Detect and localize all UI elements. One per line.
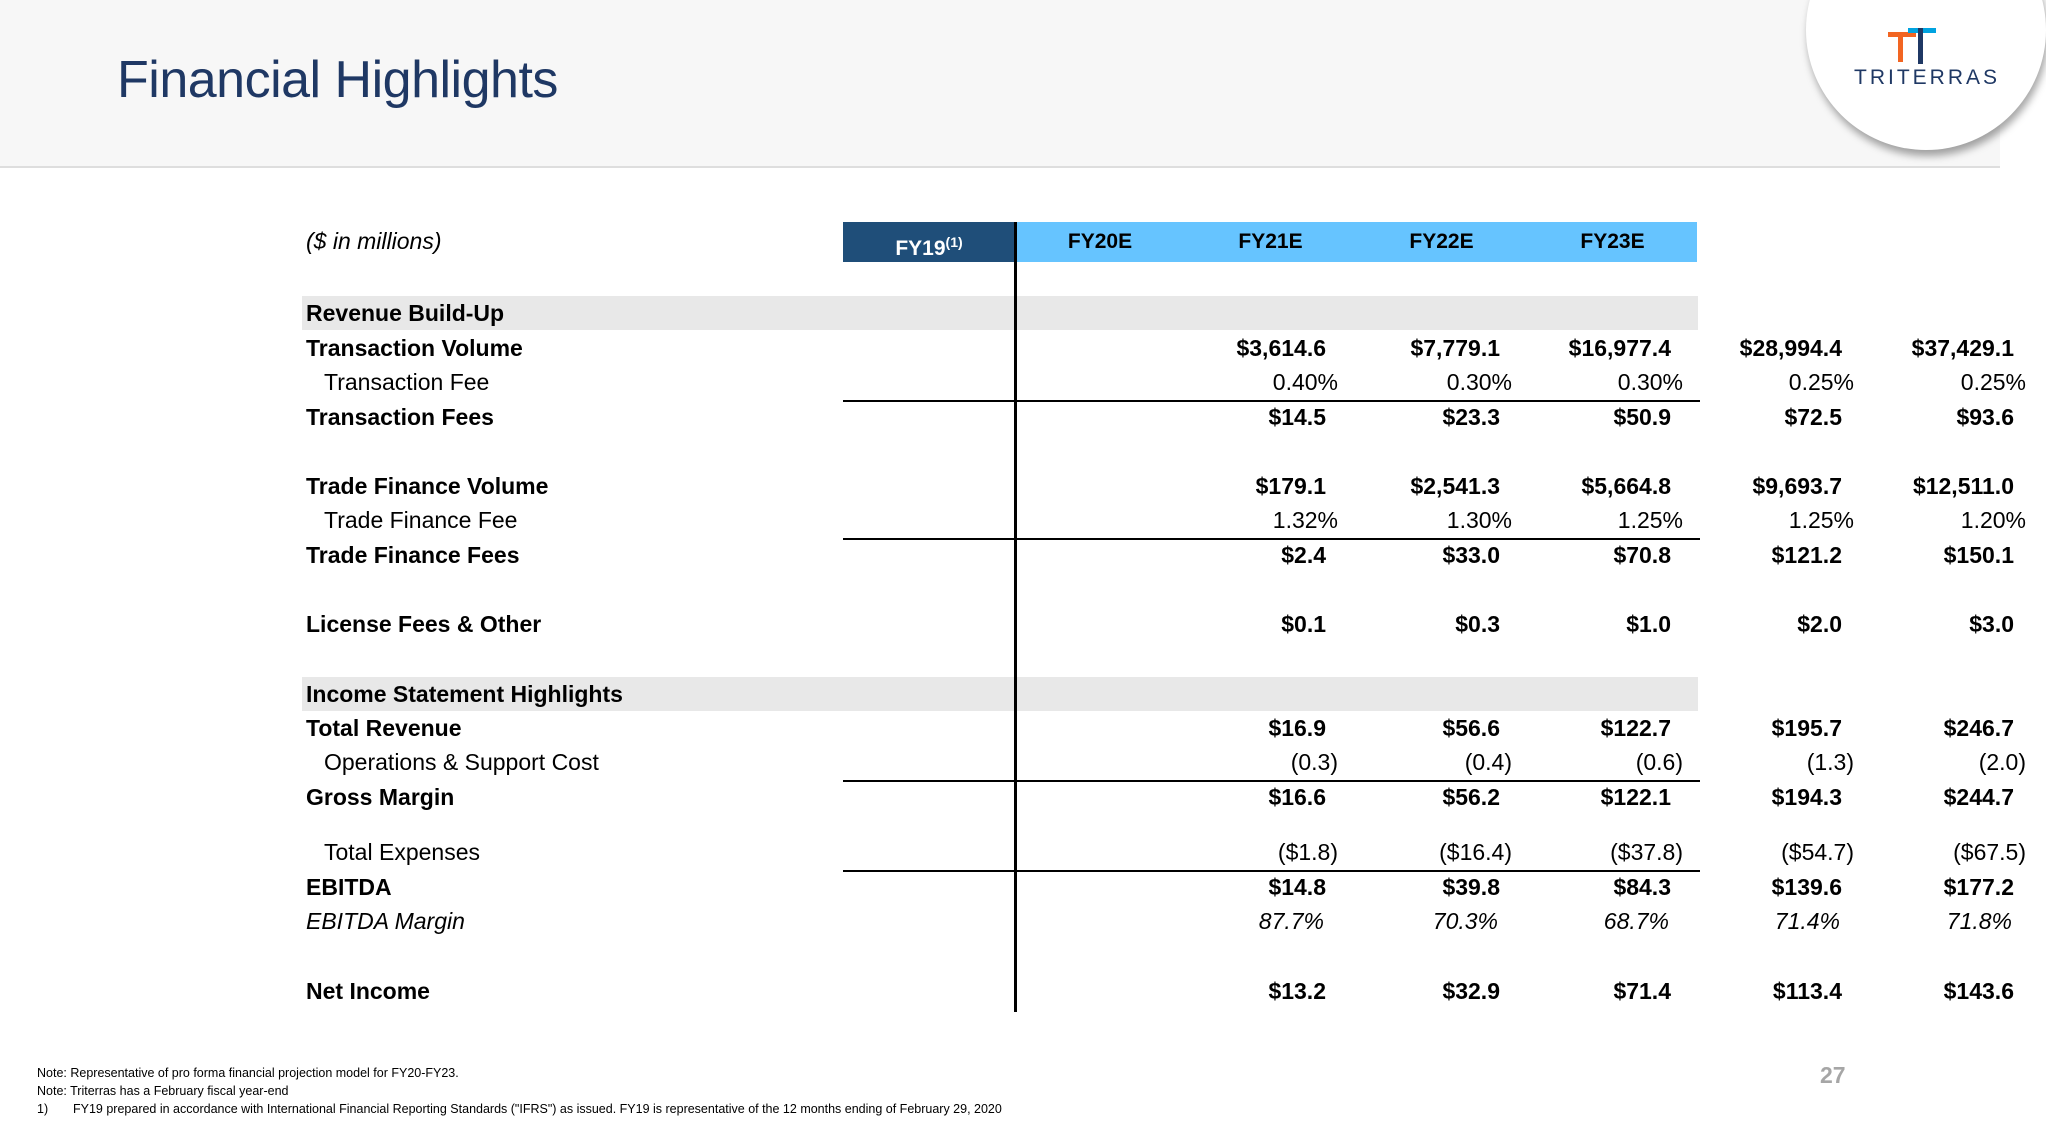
table-row: Total Expenses ($1.8) ($16.4) ($37.8) ($54.7) ($67.5) bbox=[324, 839, 2026, 865]
footnote-line: 1) FY19 prepared in accordance with International Financial Reporting Standards ("IFRS") as issued. FY19 is representative of the 12 months ending of February 29, 2020 bbox=[37, 1102, 1002, 1116]
column-header-fy19: FY19$^{(1)}$ bbox=[843, 222, 1015, 262]
table-row: EBITDA $14.8 $39.8 $84.3 $139.6 $177.2 bbox=[306, 874, 2014, 900]
table-row: EBITDA Margin 87.7% 70.3% 68.7% 71.4% 71.8% bbox=[306, 908, 2012, 934]
triterras-logo-icon bbox=[1888, 28, 1936, 64]
table-row: Transaction Fee 0.40% 0.30% 0.30% 0.25% 0.25% bbox=[324, 369, 2026, 395]
table-row: Trade Finance Fee 1.32% 1.30% 1.25% 1.25% 1.20% bbox=[324, 507, 2026, 533]
financial-highlights-table bbox=[300, 220, 2026, 1020]
table-row: Operations & Support Cost (0.3) (0.4) (0.6) (1.3) (2.0) bbox=[324, 749, 2026, 775]
table-row: Net Income $13.2 $32.9 $71.4 $113.4 $143.6 bbox=[306, 978, 2014, 1004]
section-header: Revenue Build-Up bbox=[306, 300, 505, 326]
column-header-fy21e: FY21E bbox=[1238, 230, 1303, 253]
fy19-divider-line bbox=[1014, 222, 1017, 1012]
column-header-fy22e: FY22E bbox=[1409, 230, 1474, 253]
table-row: Total Revenue $16.9 $56.6 $122.7 $195.7 $246.7 bbox=[306, 715, 2014, 741]
footnotes bbox=[37, 1064, 1002, 1118]
units-label: ($ in millions) bbox=[306, 228, 442, 254]
table-row: License Fees & Other $0.1 $0.3 $1.0 $2.0 $3.0 bbox=[306, 611, 2014, 637]
column-header-fy20e: FY20E bbox=[1067, 230, 1133, 253]
column-header-fy23e: FY23E bbox=[1580, 230, 1645, 253]
note-line: Note: Representative of pro forma financial projection model for FY20-FY23. bbox=[37, 1066, 459, 1080]
page-number: 27 bbox=[1820, 1062, 1846, 1088]
table-row: Trade Finance Volume $179.1 $2,541.3 $5,664.8 $9,693.7 $12,511.0 bbox=[306, 473, 2014, 499]
table-row: Transaction Volume $3,614.6 $7,779.1 $16,977.4 $28,994.4 $37,429.1 bbox=[306, 335, 2014, 361]
page-title: Financial Highlights bbox=[117, 51, 558, 109]
table-row: Transaction Fees $14.5 $23.3 $50.9 $72.5 $93.6 bbox=[306, 404, 2014, 430]
note-line: Note: Triterras has a February fiscal year-end bbox=[37, 1084, 289, 1098]
section-header: Income Statement Highlights bbox=[306, 681, 623, 707]
logo-text: TRITERRAS bbox=[1854, 66, 2001, 89]
table-row: Gross Margin $16.6 $56.2 $122.1 $194.3 $244.7 bbox=[306, 784, 2014, 810]
table-row: Trade Finance Fees $2.4 $33.0 $70.8 $121.2 $150.1 bbox=[306, 542, 2014, 568]
slide-header bbox=[0, 0, 2000, 168]
